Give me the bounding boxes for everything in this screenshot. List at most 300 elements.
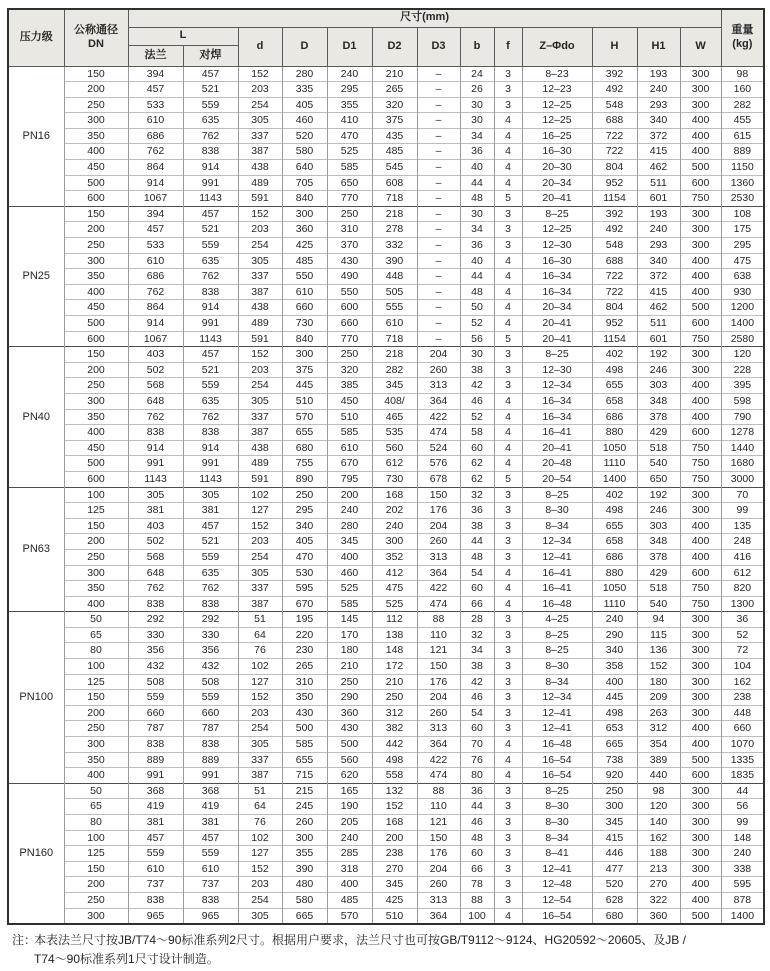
cell-l-butt-weld: 559	[183, 846, 238, 862]
cell-H1: 415	[637, 284, 680, 300]
cell-weight: 455	[721, 113, 764, 129]
cell-D1: 585	[327, 425, 372, 441]
cell-z-phi-do: 16–30	[522, 253, 592, 269]
cell-H1: 415	[637, 144, 680, 160]
cell-dn: 350	[64, 269, 128, 285]
cell-D: 610	[282, 284, 327, 300]
cell-D1: 400	[327, 877, 372, 893]
cell-dn: 200	[64, 82, 128, 98]
cell-l-flange: 403	[128, 518, 183, 534]
col-header-b: b	[460, 27, 494, 66]
cell-D3: –	[417, 222, 460, 238]
header-size-mm: 尺寸(mm)	[128, 9, 721, 27]
cell-D2: 435	[372, 128, 417, 144]
cell-D1: 280	[327, 518, 372, 534]
cell-D3: 313	[417, 721, 460, 737]
cell-H1: 429	[637, 425, 680, 441]
cell-D: 655	[282, 425, 327, 441]
cell-D2: 345	[372, 378, 417, 394]
cell-weight: 295	[721, 238, 764, 254]
col-header-butt-weld: 对焊	[183, 45, 238, 66]
cell-D2: 210	[372, 66, 417, 82]
cell-dn: 150	[64, 206, 128, 222]
cell-D2: 465	[372, 409, 417, 425]
cell-weight: 282	[721, 97, 764, 113]
cell-z-phi-do: 8–23	[522, 66, 592, 82]
cell-W: 300	[680, 799, 721, 815]
cell-H1: 518	[637, 581, 680, 597]
cell-D: 335	[282, 82, 327, 98]
cell-l-flange: 403	[128, 347, 183, 363]
table-row	[8, 128, 764, 144]
table-row	[8, 612, 764, 628]
cell-d: 305	[238, 393, 282, 409]
cell-H: 628	[592, 892, 637, 908]
cell-dn: 125	[64, 846, 128, 862]
cell-l-flange: 762	[128, 284, 183, 300]
cell-f: 3	[494, 877, 522, 893]
cell-D2: 270	[372, 861, 417, 877]
cell-b: 48	[460, 830, 494, 846]
cell-H1: 120	[637, 799, 680, 815]
cell-dn: 250	[64, 97, 128, 113]
cell-W: 750	[680, 191, 721, 207]
cell-D2: 558	[372, 768, 417, 784]
table-row	[8, 144, 764, 160]
col-header-z-phi-do: Z–Φdo	[522, 27, 592, 66]
cell-l-butt-weld: 762	[183, 581, 238, 597]
cell-H1: 372	[637, 128, 680, 144]
pressure-class-cell: PN16	[8, 66, 64, 206]
cell-D: 250	[282, 487, 327, 503]
cell-b: 30	[460, 347, 494, 363]
cell-f: 3	[494, 815, 522, 831]
cell-b: 48	[460, 549, 494, 565]
cell-D3: 110	[417, 627, 460, 643]
cell-D3: 524	[417, 440, 460, 456]
cell-D3: –	[417, 284, 460, 300]
cell-H1: 293	[637, 97, 680, 113]
cell-D1: 450	[327, 393, 372, 409]
cell-weight: 1150	[721, 160, 764, 176]
cell-H: 1110	[592, 456, 637, 472]
cell-D: 580	[282, 144, 327, 160]
cell-dn: 50	[64, 783, 128, 799]
cell-d: 438	[238, 160, 282, 176]
table-row	[8, 768, 764, 784]
cell-d: 337	[238, 269, 282, 285]
cell-D2: 382	[372, 721, 417, 737]
cell-d: 438	[238, 300, 282, 316]
cell-z-phi-do: 8–25	[522, 783, 592, 799]
cell-D3: 150	[417, 487, 460, 503]
cell-f: 3	[494, 238, 522, 254]
cell-f: 4	[494, 581, 522, 597]
cell-b: 30	[460, 97, 494, 113]
cell-D3: 88	[417, 612, 460, 628]
cell-H: 548	[592, 97, 637, 113]
cell-z-phi-do: 16–54	[522, 768, 592, 784]
cell-weight: 99	[721, 503, 764, 519]
cell-weight: 108	[721, 206, 764, 222]
cell-dn: 400	[64, 596, 128, 612]
cell-D2: 148	[372, 643, 417, 659]
cell-z-phi-do: 20–41	[522, 316, 592, 332]
cell-D: 300	[282, 347, 327, 363]
cell-b: 76	[460, 752, 494, 768]
cell-l-flange: 762	[128, 581, 183, 597]
cell-d: 387	[238, 425, 282, 441]
cell-D1: 145	[327, 612, 372, 628]
cell-D3: 422	[417, 409, 460, 425]
cell-D2: 152	[372, 799, 417, 815]
cell-D1: 180	[327, 643, 372, 659]
cell-b: 44	[460, 799, 494, 815]
cell-D: 245	[282, 799, 327, 815]
table-row	[8, 503, 764, 519]
cell-l-butt-weld: 838	[183, 144, 238, 160]
table-row	[8, 97, 764, 113]
cell-f: 3	[494, 518, 522, 534]
cell-b: 36	[460, 238, 494, 254]
table-row	[8, 518, 764, 534]
cell-d: 254	[238, 238, 282, 254]
cell-d: 337	[238, 409, 282, 425]
cell-H1: 540	[637, 596, 680, 612]
cell-D2: 282	[372, 362, 417, 378]
cell-b: 52	[460, 409, 494, 425]
cell-H: 653	[592, 721, 637, 737]
table-row	[8, 487, 764, 503]
cell-H: 548	[592, 238, 637, 254]
cell-d: 591	[238, 471, 282, 487]
cell-D2: 408/	[372, 393, 417, 409]
cell-l-butt-weld: 838	[183, 596, 238, 612]
cell-D2: 320	[372, 97, 417, 113]
cell-d: 489	[238, 175, 282, 191]
cell-D3: –	[417, 82, 460, 98]
cell-weight: 240	[721, 846, 764, 862]
cell-z-phi-do: 20–41	[522, 191, 592, 207]
cell-W: 300	[680, 362, 721, 378]
cell-D3: –	[417, 316, 460, 332]
cell-D3: –	[417, 191, 460, 207]
cell-b: 36	[460, 144, 494, 160]
cell-l-butt-weld: 1143	[183, 331, 238, 347]
cell-b: 44	[460, 534, 494, 550]
cell-D: 510	[282, 393, 327, 409]
cell-D2: 560	[372, 440, 417, 456]
table-row	[8, 861, 764, 877]
cell-H: 445	[592, 690, 637, 706]
cell-H: 688	[592, 113, 637, 129]
cell-f: 3	[494, 861, 522, 877]
cell-l-flange: 648	[128, 393, 183, 409]
cell-l-flange: 864	[128, 160, 183, 176]
cell-dn: 450	[64, 440, 128, 456]
cell-l-butt-weld: 330	[183, 627, 238, 643]
cell-l-butt-weld: 762	[183, 128, 238, 144]
cell-dn: 350	[64, 409, 128, 425]
cell-f: 4	[494, 113, 522, 129]
table-row	[8, 378, 764, 394]
cell-H: 722	[592, 284, 637, 300]
cell-l-butt-weld: 559	[183, 97, 238, 113]
cell-dn: 450	[64, 300, 128, 316]
cell-D2: 475	[372, 581, 417, 597]
cell-z-phi-do: 16–41	[522, 425, 592, 441]
table-row	[8, 565, 764, 581]
cell-D: 705	[282, 175, 327, 191]
cell-D3: –	[417, 144, 460, 160]
cell-f: 3	[494, 643, 522, 659]
cell-W: 400	[680, 144, 721, 160]
cell-D1: 570	[327, 908, 372, 924]
cell-l-butt-weld: 635	[183, 253, 238, 269]
cell-D1: 240	[327, 503, 372, 519]
cell-D1: 525	[327, 144, 372, 160]
cell-b: 26	[460, 82, 494, 98]
table-body	[8, 66, 764, 924]
cell-d: 305	[238, 737, 282, 753]
cell-b: 38	[460, 659, 494, 675]
cell-l-flange: 787	[128, 721, 183, 737]
table-row	[8, 456, 764, 472]
cell-dn: 250	[64, 549, 128, 565]
cell-l-flange: 568	[128, 549, 183, 565]
cell-z-phi-do: 16–34	[522, 393, 592, 409]
cell-dn: 80	[64, 643, 128, 659]
cell-f: 4	[494, 144, 522, 160]
cell-f: 4	[494, 737, 522, 753]
cell-l-flange: 648	[128, 565, 183, 581]
cell-f: 3	[494, 830, 522, 846]
cell-d: 254	[238, 97, 282, 113]
cell-dn: 100	[64, 659, 128, 675]
cell-W: 300	[680, 815, 721, 831]
cell-f: 4	[494, 128, 522, 144]
cell-D3: –	[417, 238, 460, 254]
col-header-pressure-class: 压力级	[8, 9, 64, 66]
cell-l-butt-weld: 914	[183, 300, 238, 316]
cell-W: 300	[680, 222, 721, 238]
cell-D1: 770	[327, 331, 372, 347]
cell-H1: 389	[637, 752, 680, 768]
cell-H: 392	[592, 206, 637, 222]
cell-l-butt-weld: 559	[183, 378, 238, 394]
cell-dn: 50	[64, 612, 128, 628]
cell-b: 54	[460, 565, 494, 581]
cell-H1: 429	[637, 565, 680, 581]
cell-l-flange: 533	[128, 238, 183, 254]
cell-l-flange: 838	[128, 892, 183, 908]
cell-H1: 462	[637, 160, 680, 176]
cell-D: 215	[282, 783, 327, 799]
cell-D: 840	[282, 191, 327, 207]
cell-l-butt-weld: 559	[183, 690, 238, 706]
cell-l-butt-weld: 635	[183, 565, 238, 581]
cell-weight: 104	[721, 659, 764, 675]
cell-b: 32	[460, 487, 494, 503]
cell-d: 305	[238, 253, 282, 269]
cell-d: 76	[238, 815, 282, 831]
cell-H1: 246	[637, 503, 680, 519]
cell-W: 300	[680, 503, 721, 519]
cell-l-butt-weld: 292	[183, 612, 238, 628]
table-row	[8, 581, 764, 597]
cell-l-butt-weld: 457	[183, 347, 238, 363]
cell-H: 1050	[592, 440, 637, 456]
cell-b: 24	[460, 66, 494, 82]
cell-D2: 168	[372, 815, 417, 831]
cell-H: 498	[592, 362, 637, 378]
cell-D2: 718	[372, 331, 417, 347]
cell-D: 640	[282, 160, 327, 176]
cell-H: 290	[592, 627, 637, 643]
cell-weight: 98	[721, 66, 764, 82]
cell-f: 3	[494, 799, 522, 815]
cell-D1: 295	[327, 82, 372, 98]
cell-z-phi-do: 20–34	[522, 175, 592, 191]
cell-d: 127	[238, 846, 282, 862]
table-row	[8, 253, 764, 269]
cell-dn: 125	[64, 674, 128, 690]
cell-weight: 1440	[721, 440, 764, 456]
cell-b: 60	[460, 581, 494, 597]
cell-d: 489	[238, 456, 282, 472]
cell-weight: 338	[721, 861, 764, 877]
cell-D1: 585	[327, 596, 372, 612]
cell-D: 890	[282, 471, 327, 487]
cell-D1: 430	[327, 721, 372, 737]
cell-H: 520	[592, 877, 637, 893]
cell-D3: 313	[417, 892, 460, 908]
cell-W: 750	[680, 581, 721, 597]
cell-D3: –	[417, 206, 460, 222]
cell-b: 36	[460, 783, 494, 799]
table-row	[8, 799, 764, 815]
cell-D2: 265	[372, 82, 417, 98]
cell-D3: 110	[417, 799, 460, 815]
cell-D2: 442	[372, 737, 417, 753]
cell-z-phi-do: 12–41	[522, 705, 592, 721]
cell-f: 3	[494, 82, 522, 98]
cell-weight: 1680	[721, 456, 764, 472]
cell-H: 722	[592, 144, 637, 160]
cell-weight: 70	[721, 487, 764, 503]
cell-d: 591	[238, 191, 282, 207]
cell-f: 5	[494, 191, 522, 207]
cell-l-butt-weld: 559	[183, 549, 238, 565]
pressure-class-cell: PN160	[8, 783, 64, 924]
cell-weight: 44	[721, 783, 764, 799]
footnote-line2: T74～90标准系列1尺寸设计制造。	[34, 952, 219, 967]
cell-dn: 65	[64, 799, 128, 815]
cell-D3: –	[417, 128, 460, 144]
col-header-H1: H1	[637, 27, 680, 66]
cell-H: 655	[592, 518, 637, 534]
cell-D3: 121	[417, 815, 460, 831]
cell-W: 400	[680, 549, 721, 565]
cell-W: 400	[680, 877, 721, 893]
cell-l-butt-weld: 991	[183, 316, 238, 332]
cell-W: 300	[680, 487, 721, 503]
cell-W: 300	[680, 861, 721, 877]
cell-D: 340	[282, 518, 327, 534]
cell-l-flange: 559	[128, 690, 183, 706]
cell-H1: 162	[637, 830, 680, 846]
cell-l-flange: 502	[128, 362, 183, 378]
cell-l-butt-weld: 521	[183, 534, 238, 550]
col-header-H: H	[592, 27, 637, 66]
cell-D: 375	[282, 362, 327, 378]
cell-D: 570	[282, 409, 327, 425]
cell-l-butt-weld: 635	[183, 393, 238, 409]
cell-l-butt-weld: 914	[183, 160, 238, 176]
cell-D2: 300	[372, 534, 417, 550]
cell-d: 152	[238, 861, 282, 877]
cell-D3: 474	[417, 425, 460, 441]
table-row	[8, 659, 764, 675]
cell-f: 4	[494, 393, 522, 409]
cell-H1: 246	[637, 362, 680, 378]
cell-z-phi-do: 16–25	[522, 128, 592, 144]
cell-D: 350	[282, 690, 327, 706]
col-header-dn-line1: 公称通径	[74, 24, 118, 36]
cell-b: 78	[460, 877, 494, 893]
cell-weight: 930	[721, 284, 764, 300]
cell-b: 60	[460, 440, 494, 456]
cell-H1: 180	[637, 674, 680, 690]
cell-W: 300	[680, 830, 721, 846]
cell-d: 591	[238, 331, 282, 347]
cell-D: 310	[282, 674, 327, 690]
cell-weight: 1335	[721, 752, 764, 768]
cell-f: 3	[494, 846, 522, 862]
cell-H1: 303	[637, 518, 680, 534]
cell-D1: 670	[327, 456, 372, 472]
cell-z-phi-do: 8–34	[522, 518, 592, 534]
table-row	[8, 690, 764, 706]
cell-H: 952	[592, 316, 637, 332]
cell-l-flange: 762	[128, 409, 183, 425]
table-row	[8, 113, 764, 129]
cell-z-phi-do: 12–41	[522, 861, 592, 877]
cell-dn: 400	[64, 284, 128, 300]
cell-D: 355	[282, 846, 327, 862]
cell-f: 4	[494, 160, 522, 176]
cell-D: 390	[282, 861, 327, 877]
cell-D1: 250	[327, 674, 372, 690]
cell-W: 400	[680, 737, 721, 753]
cell-l-flange: 686	[128, 128, 183, 144]
cell-W: 400	[680, 253, 721, 269]
cell-D2: 278	[372, 222, 417, 238]
table-row	[8, 238, 764, 254]
cell-f: 4	[494, 752, 522, 768]
cell-H1: 372	[637, 269, 680, 285]
cell-f: 3	[494, 892, 522, 908]
cell-D1: 318	[327, 861, 372, 877]
cell-H: 250	[592, 783, 637, 799]
cell-D3: 474	[417, 768, 460, 784]
cell-b: 58	[460, 425, 494, 441]
cell-b: 62	[460, 471, 494, 487]
cell-D: 655	[282, 752, 327, 768]
cell-W: 600	[680, 768, 721, 784]
cell-W: 300	[680, 347, 721, 363]
cell-d: 305	[238, 113, 282, 129]
